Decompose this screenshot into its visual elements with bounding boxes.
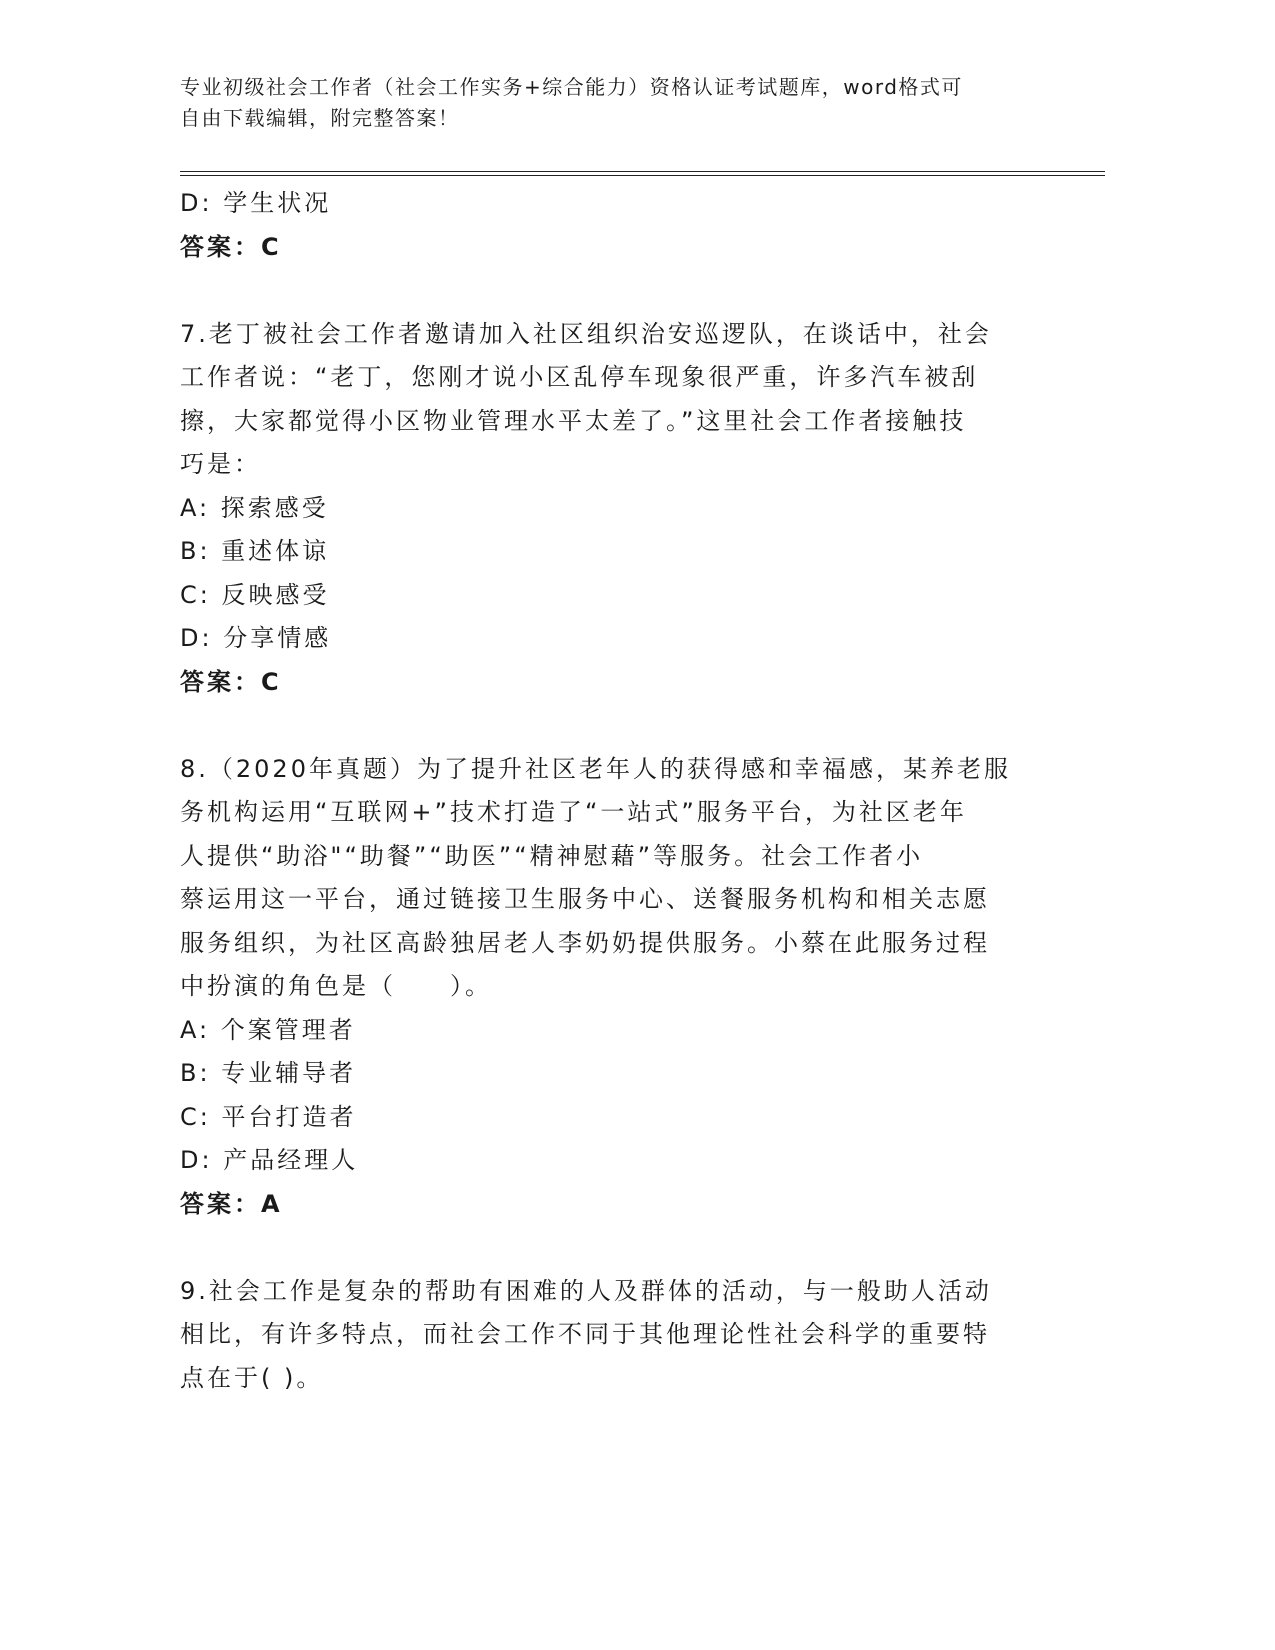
spacer	[180, 1226, 1040, 1270]
option-b: B: 专业辅导者	[180, 1059, 357, 1087]
page-header	[180, 72, 1080, 134]
question-text-line: 人提供“助浴"“助餐”“助医”“精神慰藉”等服务。社会工作者小	[180, 841, 924, 870]
answer: 答案：A	[180, 1189, 283, 1218]
question-text-line: 服务组织，为社区高龄独居老人李奶奶提供服务。小蔡在此服务过程	[180, 928, 990, 957]
question-8	[180, 748, 1040, 1227]
header-line-2: 自由下载编辑，附完整答案！	[180, 106, 460, 130]
question-text-line: 8.（2020年真题）为了提升社区老年人的获得感和幸福感，某养老服	[180, 754, 1011, 783]
question-text-line: 9.社会工作是复杂的帮助有困难的人及群体的活动，与一般助人活动	[180, 1276, 992, 1305]
question-text-line: 巧是：	[180, 450, 261, 478]
answer: 答案：C	[180, 232, 282, 261]
question-text-line: 相比，有许多特点，而社会工作不同于其他理论性社会科学的重要特	[180, 1320, 990, 1348]
question-text-line: 中扮演的角色是（ ）。	[180, 972, 492, 1000]
question-text-line: 务机构运用“互联网+”技术打造了“一站式”服务平台，为社区老年	[180, 798, 967, 826]
document-body	[180, 182, 1040, 1400]
option-a: A: 个案管理者	[180, 1015, 356, 1044]
option-b: B: 重述体谅	[180, 537, 330, 565]
header-divider	[180, 171, 1105, 172]
option-c: C: 反映感受	[180, 580, 330, 609]
answer: 答案：C	[180, 667, 282, 696]
question-text-line: 擦，大家都觉得小区物业管理水平太差了。”这里社会工作者接触技	[180, 406, 967, 435]
option-d: D: 学生状况	[180, 189, 332, 217]
question-7	[180, 313, 1040, 705]
question-9	[180, 1270, 1040, 1401]
header-divider-inner	[180, 175, 1105, 176]
question-text-line: 点在于( )。	[180, 1363, 324, 1392]
question-text-line: 蔡运用这一平台，通过链接卫生服务中心、送餐服务机构和相关志愿	[180, 885, 990, 913]
spacer	[180, 269, 1040, 313]
option-c: C: 平台打造者	[180, 1102, 357, 1131]
question-text-line: 7.老丁被社会工作者邀请加入社区组织治安巡逻队，在谈话中，社会	[180, 319, 992, 348]
option-d: D: 分享情感	[180, 624, 332, 652]
question-text-line: 工作者说：“老丁，您刚才说小区乱停车现象很严重，许多汽车被刮	[180, 363, 979, 391]
spacer	[180, 704, 1040, 748]
option-d: D: 产品经理人	[180, 1146, 359, 1174]
option-a: A: 探索感受	[180, 493, 329, 522]
header-line-1: 专业初级社会工作者（社会工作实务+综合能力）资格认证考试题库，word格式可	[180, 75, 963, 99]
